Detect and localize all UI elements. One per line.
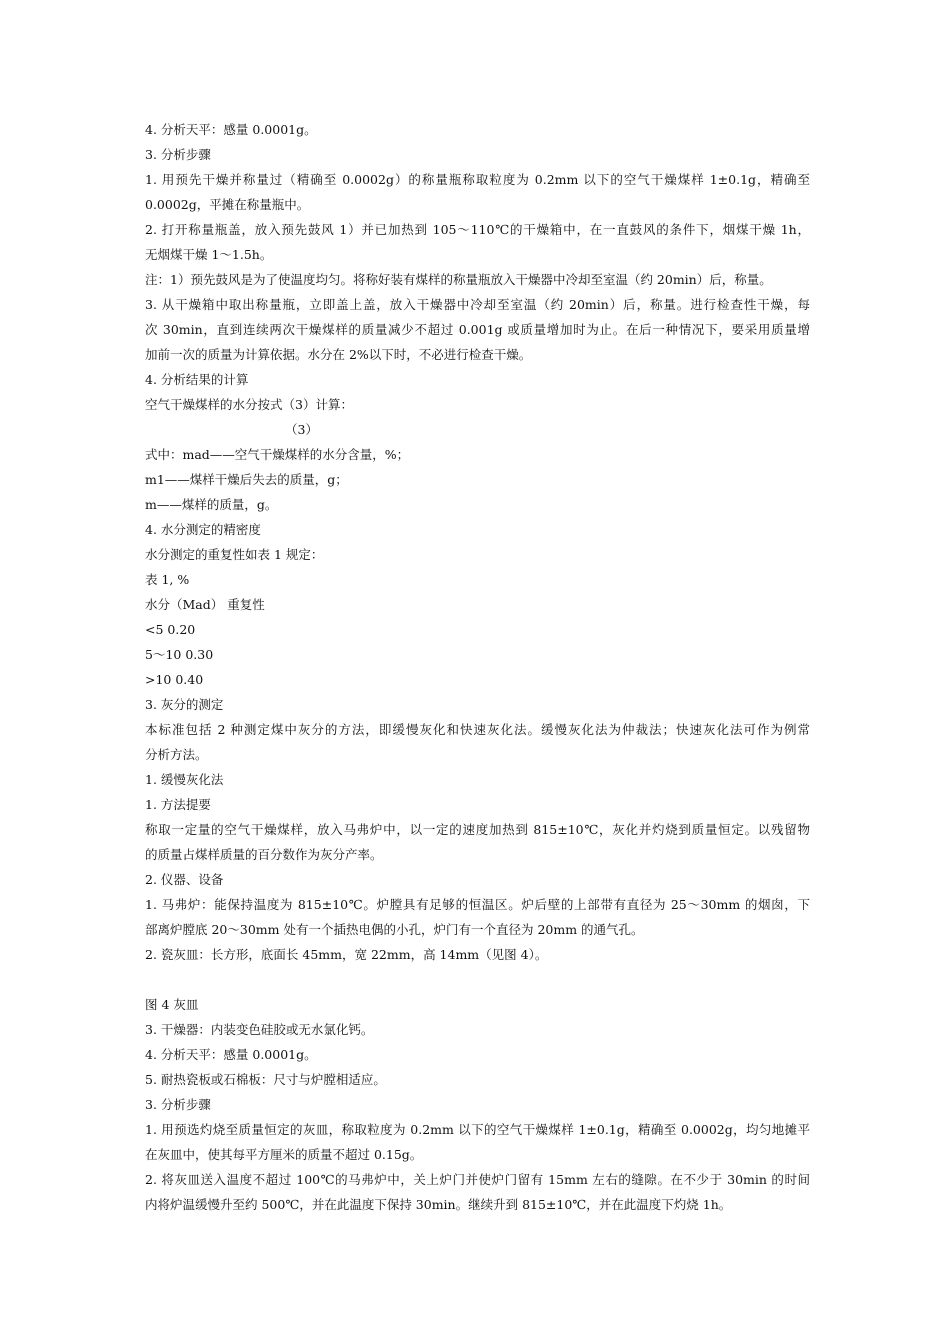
text-line: m1——煤样干燥后失去的质量，g；: [145, 472, 348, 487]
table-row: >10 0.40: [145, 672, 204, 687]
formula-number: （3）: [285, 422, 318, 437]
section-heading: 4. 水分测定的精密度: [145, 522, 261, 537]
text-line: 1. 马弗炉：能保持温度为 815±10℃。炉膛具有足够的恒温区。炉后壁的上部带有直径为 25～30mm 的烟囱，下: [145, 897, 810, 912]
table-row: <5 0.20: [145, 622, 196, 637]
text-line: 加前一次的质量为计算依据。水分在 2%以下时，不必进行检查干燥。: [145, 347, 532, 362]
text-line: 本标准包括 2 种测定煤中灰分的方法，即缓慢灰化和快速灰化法。缓慢灰化法为仲裁法；快速灰化法可作为例常: [145, 722, 810, 737]
text-line: 称取一定量的空气干燥煤样，放入马弗炉中，以一定的速度加热到 815±10℃，灰化并灼烧到质量恒定。以残留物: [145, 822, 810, 837]
text-line: 无烟煤干燥 1～1.5h。: [145, 247, 273, 262]
section-heading: 3. 分析步骤: [145, 147, 211, 162]
figure-placeholder: [145, 967, 810, 992]
section-heading: 2. 仪器、设备: [145, 872, 224, 887]
text-line: 2. 将灰皿送入温度不超过 100℃的马弗炉中，关上炉门并使炉门留有 15mm 左右的缝隙。在不少于 30min 的时间: [145, 1172, 810, 1187]
text-line: 水分测定的重复性如表 1 规定：: [145, 547, 324, 562]
text-line: 3. 从干燥箱中取出称量瓶，立即盖上盖，放入干燥器中冷却至室温（约 20min）后，称量。进行检查性干燥，每: [145, 297, 810, 312]
text-line: 空气干燥煤样的水分按式（3）计算：: [145, 397, 353, 412]
note-line: 注：1）预先鼓风是为了使温度均匀。将称好装有煤样的称量瓶放入干燥器中冷却至室温（约 20min）后，称量。: [145, 272, 772, 287]
text-line: 5. 耐热瓷板或石棉板：尺寸与炉膛相适应。: [145, 1072, 386, 1087]
section-heading: 3. 灰分的测定: [145, 697, 224, 712]
text-line: 在灰皿中，使其每平方厘米的质量不超过 0.15g。: [145, 1147, 423, 1162]
table-caption: 表 1, %: [145, 572, 190, 587]
section-heading: 1. 缓慢灰化法: [145, 772, 224, 787]
text-line: 0.0002g，平摊在称量瓶中。: [145, 197, 310, 212]
text-line: 次 30min，直到连续两次干燥煤样的质量减少不超过 0.001g 或质量增加时为止。在后一种情况下，要采用质量增: [145, 322, 810, 337]
section-heading: 1. 方法提要: [145, 797, 211, 812]
text-line: m——煤样的质量，g。: [145, 497, 278, 512]
text-line: 部离炉膛底 20～30mm 处有一个插热电偶的小孔，炉门有一个直径为 20mm 的通气孔。: [145, 922, 644, 937]
figure-caption: 图 4 灰皿: [145, 997, 199, 1012]
section-heading: 4. 分析结果的计算: [145, 372, 249, 387]
text-line: 2. 打开称量瓶盖，放入预先鼓风 1）并已加热到 105～110℃的干燥箱中，在一直鼓风的条件下，烟煤干燥 1h，: [145, 222, 810, 237]
text-line: 4. 分析天平：感量 0.0001g。: [145, 122, 317, 137]
text-line: 3. 干燥器：内装变色硅胶或无水氯化钙。: [145, 1022, 374, 1037]
text-line: 式中：mad——空气干燥煤样的水分含量，%；: [145, 447, 410, 462]
text-line: 1. 用预选灼烧至质量恒定的灰皿，称取粒度为 0.2mm 以下的空气干燥煤样 1±0.1g，精确至 0.0002g，均匀地摊平: [145, 1122, 810, 1137]
text-line: 的质量占煤样质量的百分数作为灰分产率。: [145, 847, 383, 862]
text-line: 1. 用预先干燥并称量过（精确至 0.0002g）的称量瓶称取粒度为 0.2mm 以下的空气干燥煤样 1±0.1g，精确至: [145, 172, 810, 187]
text-line: 2. 瓷灰皿：长方形，底面长 45mm，宽 22mm，高 14mm（见图 4）。: [145, 947, 548, 962]
text-line: 内将炉温缓慢升至约 500℃，并在此温度下保持 30min。继续升到 815±10℃，并在此温度下灼烧 1h。: [145, 1197, 732, 1212]
text-line: 4. 分析天平：感量 0.0001g。: [145, 1047, 317, 1062]
section-heading: 3. 分析步骤: [145, 1097, 211, 1112]
document-body: [145, 117, 810, 1217]
table-row: 5～10 0.30: [145, 647, 214, 662]
table-header-row: 水分（Mad） 重复性: [145, 597, 265, 612]
text-line: 分析方法。: [145, 747, 208, 762]
